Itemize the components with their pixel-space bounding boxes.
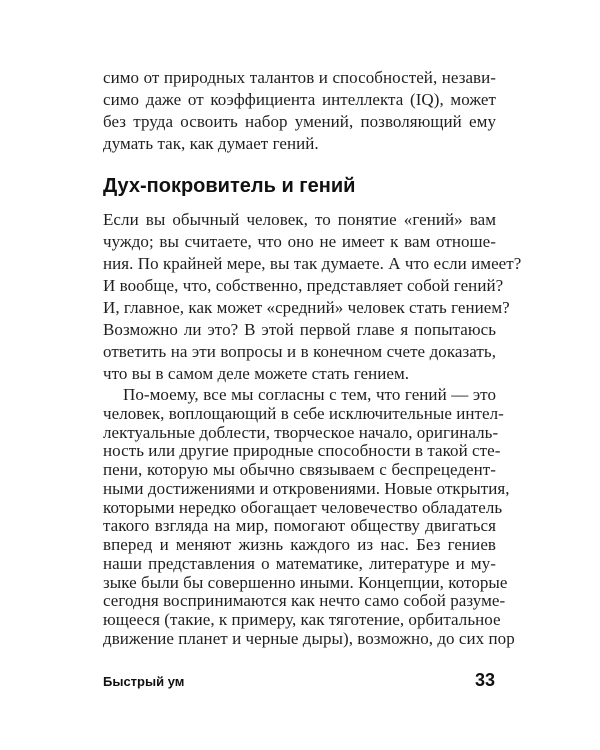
text-line: По-моему, все мы согласны с тем, что гений — это (123, 385, 496, 404)
text-line: лектуальные доблести, творческое начало, оригиналь- (103, 423, 499, 442)
text-line: ющееся (такие, к примеру, как тяготение, орбитальное (103, 610, 501, 629)
text-line: сегодня воспринимаются как нечто само собой разуме- (103, 591, 506, 610)
text-line: И, главное, как может «средний» человек стать гением? (103, 298, 510, 317)
text-line: зыке были бы совершенно иными. Концепции, которые (103, 573, 508, 592)
text-line: человек, воплощающий в себе исключительные интел- (103, 404, 504, 423)
text-line: без труда освоить набор умений, позволяющий ему (103, 112, 496, 131)
text-line: которыми нередко обогащает человечество обладатель (103, 498, 503, 517)
text-line: думать так, как думает гений. (103, 134, 319, 153)
text-line: ными достижениями и откровениями. Новые открытия, (103, 479, 510, 498)
text-line: ность или другие природные способности в такой сте- (103, 441, 501, 460)
page-number: 33 (474, 670, 495, 690)
text-line: такого взгляда на мир, помогают обществу двигаться (103, 516, 496, 535)
text-line: что вы в самом деле можете стать гением. (103, 364, 410, 383)
text-line: симо от природных талантов и способностей, незави- (103, 68, 496, 87)
text-line: Если вы обычный человек, то понятие «гений» вам (103, 210, 496, 229)
section-heading: Дух-покровитель и гений (103, 175, 356, 197)
text-line: движение планет и черные дыры), возможно, до сих пор (103, 629, 515, 648)
text-line: вперед и меняют жизнь каждого из нас. Без гениев (103, 535, 496, 554)
text-line: пени, которую мы обычно связываем с беспрецедент- (103, 460, 496, 479)
text-line: чуждо; вы считаете, что оно не имеет к вам отноше- (103, 232, 496, 251)
running-footer-title: Быстрый ум (103, 674, 185, 689)
text-line: Возможно ли это? В этой первой главе я попытаюсь (103, 320, 496, 339)
text-line: наши представления о математике, литературе и му- (103, 554, 496, 573)
text-line: симо даже от коэффициента интеллекта (IQ), может (103, 90, 496, 109)
text-line: И вообще, что, собственно, представляет собой гений? (103, 276, 504, 295)
text-line: ответить на эти вопросы и в конечном счете доказать, (103, 342, 496, 361)
text-line: ния. По крайней мере, вы так думаете. А что если имеет? (103, 254, 522, 273)
